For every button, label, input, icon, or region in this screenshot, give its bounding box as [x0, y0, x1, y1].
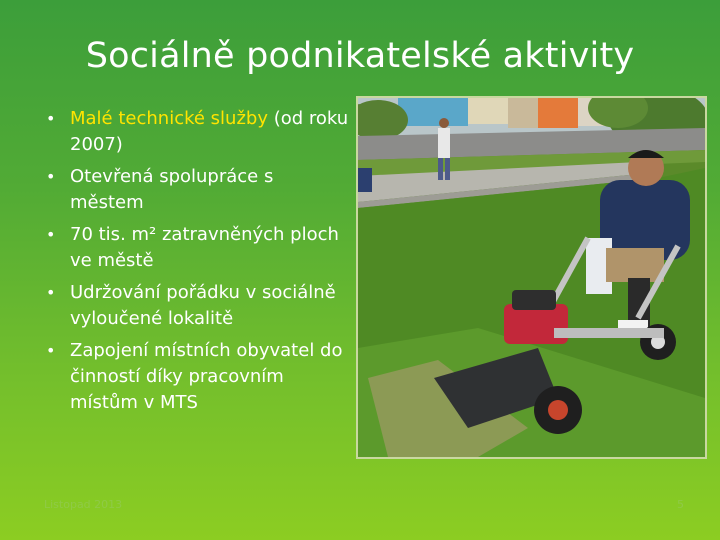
bullet-dot-icon: •: [46, 109, 56, 128]
bullet-text: 70 tis. m² zatravněných ploch ve městě: [70, 224, 339, 271]
bullet-dot-icon: •: [46, 283, 56, 302]
page-number: 5: [677, 498, 684, 511]
bullet-item: [40, 222, 350, 274]
bullet-text: Udržování pořádku v sociálně vyloučené lokalitě: [70, 282, 336, 329]
photo-lawn-mowing: [356, 96, 707, 459]
photo-icon: [358, 98, 705, 457]
bullet-item: [40, 106, 350, 158]
bullet-highlight: Malé technické služby: [70, 108, 268, 129]
bullet-dot-icon: •: [46, 167, 56, 186]
bullet-item: [40, 164, 350, 216]
bullet-dot-icon: •: [46, 225, 56, 244]
bullet-text: Otevřená spolupráce s městem: [70, 166, 274, 213]
bullet-item: [40, 280, 350, 332]
bullet-text: (od roku 2007): [70, 108, 349, 155]
bullet-item: [40, 338, 350, 416]
slide-title: Sociálně podnikatelské aktivity: [85, 36, 635, 76]
bullet-text: Zapojení místních obyvatel do činností díky pracovním místům v MTS: [70, 340, 343, 413]
footer-date: Listopad 2013: [44, 498, 123, 511]
bullet-dot-icon: •: [46, 341, 56, 360]
bullet-list: [40, 106, 350, 422]
